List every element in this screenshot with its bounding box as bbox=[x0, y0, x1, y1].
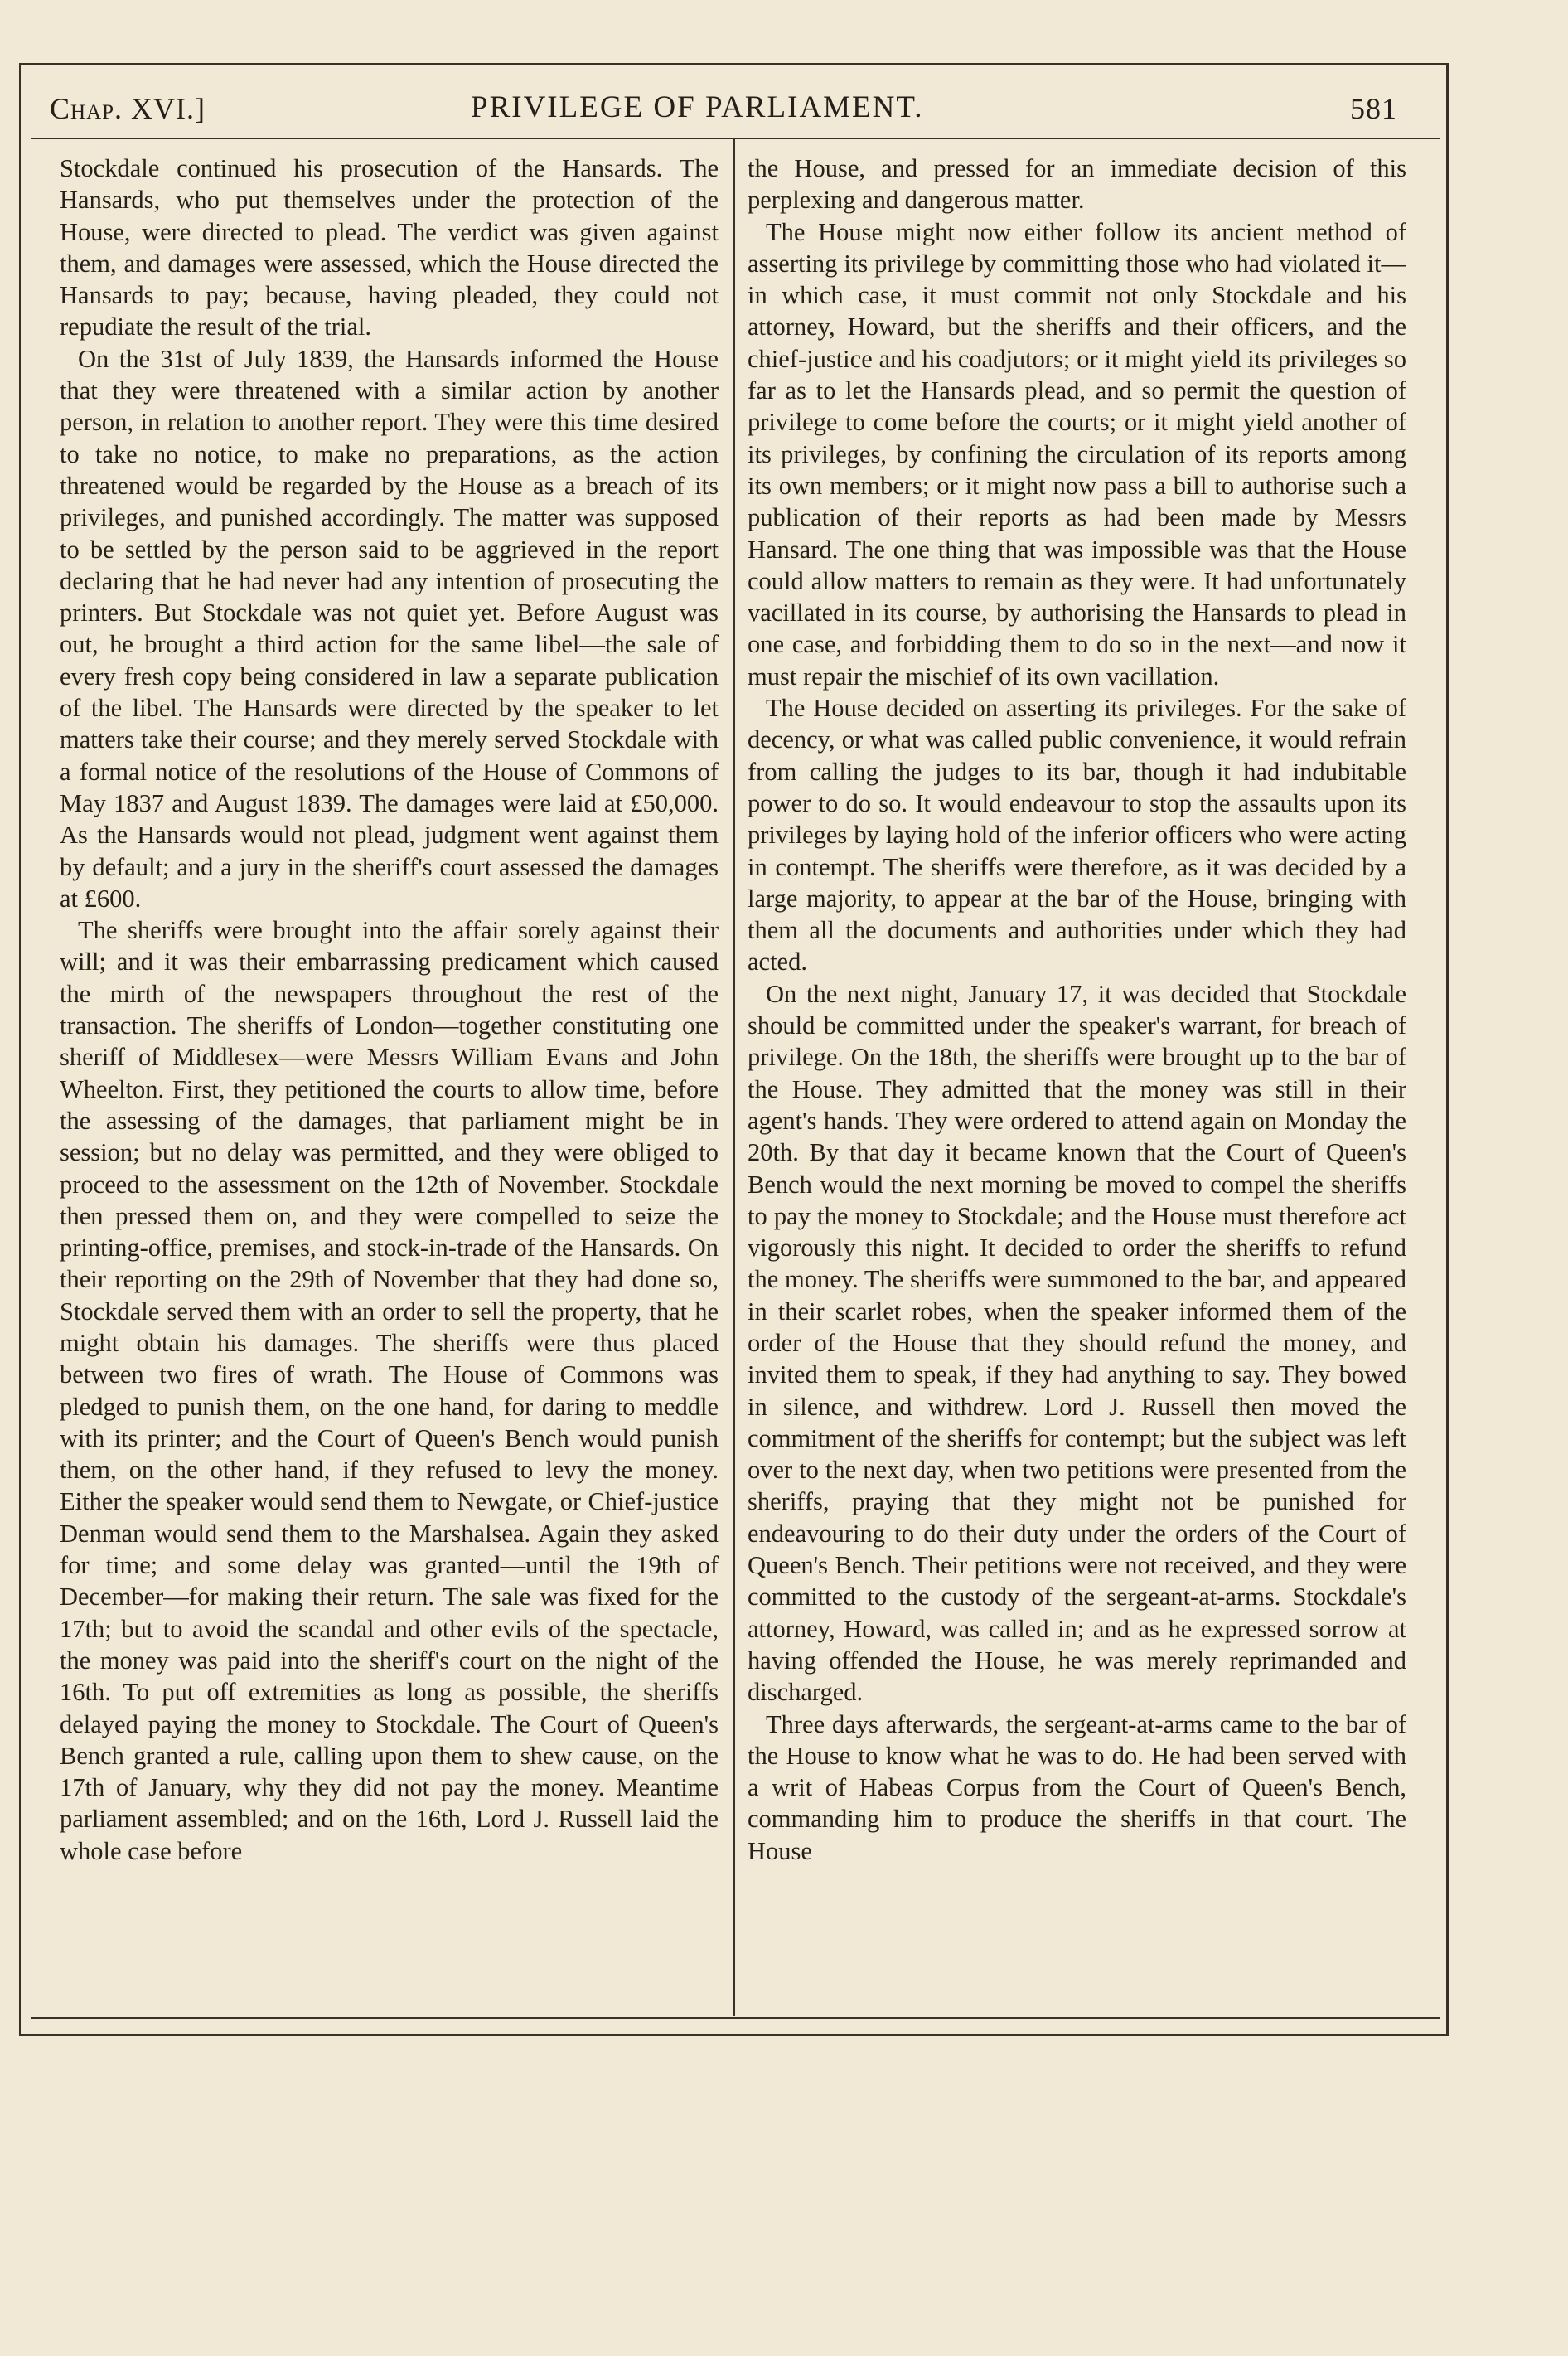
paragraph: On the next night, January 17, it was decided that Stockdale should be committed under the speaker's warrant, for breach of privilege. On the 18th, the sheriffs were brought up to the bar of the House. They admitted that the money was still in their agent's hands. They were ordered to attend again on Monday the 20th. By that day it became known that the Court of Queen's Bench would the next morning be moved to compel the sheriffs to pay the money to Stockdale; and the House must therefore act vigorously this night. It decided to order the sheriffs to refund the money. The sheriffs were summoned to the bar, and appeared in their scarlet robes, when the speaker informed them of the order of the House that they should refund the money, and invited them to speak, if they had anything to say. They bowed in silence, and withdrew. Lord J. Russell then moved the commitment of the sheriffs for contempt; but the subject was left over to the next day, when two petitions were presented from the sheriffs, praying that they might not be punished for endeavouring to do their duty under the orders of the Court of Queen's Bench. Their petitions were not received, and they were committed to the custody of the sergeant-at-arms. Stockdale's attorney, Howard, was called in; and as he expressed sorrow at having offended the House, he was merely reprimanded and discharged. bbox=[748, 979, 1406, 1707]
paragraph: The sheriffs were brought into the affair sorely against their will; and it was their embarrassing predicament which caused the mirth of the newspapers throughout the rest of the transaction. The sheriffs of London—together constituting one sheriff of Middlesex—were Messrs William Evans and John Wheelton. First, they petitioned the courts to allow time, before the assessing of the damages, that parliament might be in session; but no delay was permitted, and they were obliged to proceed to the assessment on the 12th of November. Stockdale then pressed them on, and they were compelled to seize the printing-office, premises, and stock-in-trade of the Hansards. On their reporting on the 29th of November that they had done so, Stockdale served them with an order to sell the property, that he might obtain his damages. The sheriffs were thus placed between two fires of wrath. The House of Commons was pledged to punish them, on the one hand, for daring to meddle with its printer; and the Court of Queen's Bench would punish them, on the other hand, if they refused to levy the money. Either the speaker would send them to Newgate, or Chief-justice Denman would send them to the Marshalsea. Again they asked for time; and some delay was granted—until the 19th of December—for making their return. The sale was fixed for the 17th; but to avoid the scandal and other evils of the spectacle, the money was paid into the sheriff's court on the night of the 16th. To put off extremities as long as possible, the sheriffs delayed paying the money to Stockdale. The Court of Queen's Bench granted a rule, calling upon them to shew cause, on the 17th of January, why they did not pay the money. Meantime parliament assembled; and on the 16th, Lord J. Russell laid the whole case before bbox=[60, 916, 719, 1865]
running-title: PRIVILEGE OF PARLIAMENT. bbox=[471, 90, 924, 124]
running-header bbox=[31, 86, 1440, 136]
header-rule bbox=[31, 138, 1440, 139]
right-column bbox=[748, 153, 1406, 2009]
paragraph: The House decided on asserting its privileges. For the sake of decency, or what was called public convenience, it would refrain from calling the judges to its bar, though it had indubitable power to do so. It would endeavour to stop the assaults upon its privileges by laying hold of the inferior officers who were acting in contempt. The sheriffs were therefore, as it was decided by a large majority, to appear at the bar of the House, bringing with them all the documents and authorities under which they had acted. bbox=[748, 694, 1406, 977]
bottom-rule bbox=[31, 2017, 1440, 2019]
paragraph: On the 31st of July 1839, the Hansards informed the House that they were threatened with a similar action by another person, in relation to another report. They were this time desired to take no notice, to make no preparations, as the action threatened would be regarded by the House as a breach of its privileges, and punished accordingly. The matter was supposed to be settled by the person said to be aggrieved in the report declaring that he had never had any intention of prosecuting the printers. But Stockdale was not quiet yet. Before August was out, he brought a third action for the same libel—the sale of every fresh copy being considered in law a separate publication of the libel. The Hansards were directed by the speaker to let matters take their course; and they merely served Stockdale with a formal notice of the resolutions of the House of Commons of May 1837 and August 1839. The damages were laid at £50,000. As the Hansards would not plead, judgment went against them by default; and a jury in the sheriff's court assessed the damages at £600. bbox=[60, 344, 719, 913]
paragraph: Stockdale continued his prosecution of the Hansards. The Hansards, who put themselves under the protection of the House, were directed to plead. The verdict was given against them, and damages were assessed, which the House directed the Hansards to pay; because, having pleaded, they could not repudiate the result of the trial. bbox=[60, 154, 719, 342]
chapter-label: Chap. XVI.] bbox=[50, 92, 206, 125]
left-column bbox=[60, 153, 719, 2009]
column-divider bbox=[733, 139, 735, 2016]
paragraph: the House, and pressed for an immediate decision of this perplexing and dangerous matter. bbox=[748, 154, 1406, 215]
paragraph: Three days afterwards, the sergeant-at-arms came to the bar of the House to know what he was to do. He had been served with a writ of Habeas Corpus from the Court of Queen's Bench, commanding him to produce the sheriffs in that court. The House bbox=[748, 1709, 1406, 1865]
page-number: 581 bbox=[1350, 92, 1397, 125]
paragraph: The House might now either follow its ancient method of asserting its privilege by committing those who had violated it—in which case, it must commit not only Stockdale and his attorney, Howard, but the sheriffs and their officers, and the chief-justice and his coadjutors; or it might yield its privileges so far as to let the Hansards plead, and so permit the question of privilege to come before the courts; or it might yield another of its privileges, by confining the circulation of its reports among its own members; or it might now pass a bill to authorise such a publication of their reports as had been made by Messrs Hansard. The one thing that was impossible was that the House could allow matters to remain as they were. It had unfortunately vacillated in its course, by authorising the Hansards to plead in one case, and forbidding them to do so in the next—and now it must repair the mischief of its own vacillation. bbox=[748, 217, 1406, 691]
